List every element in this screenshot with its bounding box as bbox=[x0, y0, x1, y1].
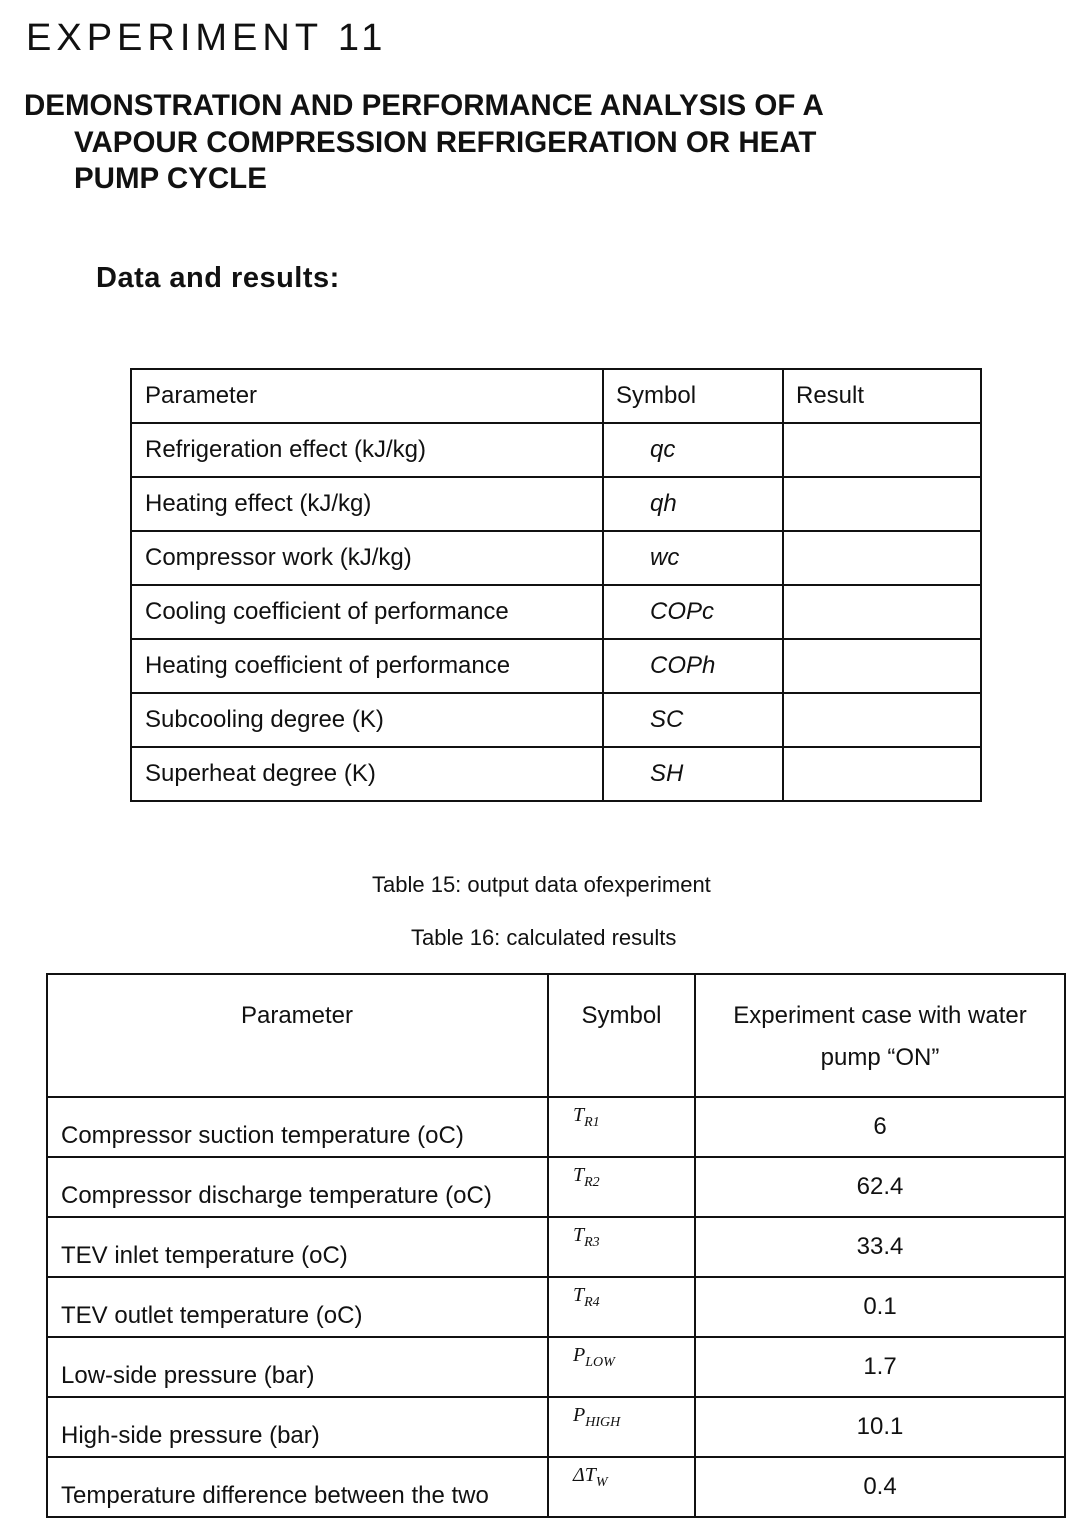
row-symbol: qh bbox=[603, 477, 783, 531]
row-value: 33.4 bbox=[695, 1217, 1065, 1277]
table-row bbox=[47, 1277, 1065, 1337]
header-experiment-case-line-2: pump “ON” bbox=[820, 1044, 940, 1071]
table-header-row bbox=[47, 974, 1065, 1097]
table-row bbox=[131, 477, 981, 531]
row-parameter: Compressor suction temperature (oC) bbox=[47, 1097, 548, 1157]
row-symbol: SH bbox=[603, 747, 783, 801]
row-value: 0.1 bbox=[695, 1277, 1065, 1337]
row-parameter: Heating coefficient of performance bbox=[131, 639, 603, 693]
table-row bbox=[47, 1337, 1065, 1397]
row-symbol bbox=[548, 1277, 695, 1337]
row-symbol: wc bbox=[603, 531, 783, 585]
symbol-subscript: R1 bbox=[584, 1115, 600, 1130]
table-row bbox=[47, 1457, 1065, 1517]
symbol-subscript: HIGH bbox=[585, 1415, 621, 1430]
header-parameter: Parameter bbox=[131, 369, 603, 423]
section-heading: Data and results: bbox=[96, 262, 340, 294]
table-row bbox=[131, 423, 981, 477]
title-line-1: DEMONSTRATION AND PERFORMANCE ANALYSIS OF A bbox=[24, 89, 824, 122]
row-symbol: COPc bbox=[603, 585, 783, 639]
table-row bbox=[131, 531, 981, 585]
row-result[interactable] bbox=[783, 747, 981, 801]
row-parameter: Superheat degree (K) bbox=[131, 747, 603, 801]
symbol-main: P bbox=[573, 1404, 586, 1426]
symbol-subscript: W bbox=[595, 1475, 608, 1490]
header-experiment-case-line-1: Experiment case with water bbox=[733, 1002, 1027, 1029]
row-result[interactable] bbox=[783, 585, 981, 639]
row-symbol bbox=[548, 1097, 695, 1157]
output-data-table bbox=[130, 368, 982, 802]
table-row bbox=[131, 585, 981, 639]
symbol-subscript: R2 bbox=[584, 1175, 600, 1190]
row-parameter: Heating effect (kJ/kg) bbox=[131, 477, 603, 531]
row-value: 6 bbox=[695, 1097, 1065, 1157]
experiment-number: EXPERIMENT 11 bbox=[26, 17, 388, 59]
row-symbol bbox=[548, 1337, 695, 1397]
row-result[interactable] bbox=[783, 639, 981, 693]
row-value: 10.1 bbox=[695, 1397, 1065, 1457]
row-parameter: High-side pressure (bar) bbox=[47, 1397, 548, 1457]
row-result[interactable] bbox=[783, 531, 981, 585]
table-row bbox=[47, 1097, 1065, 1157]
table-row bbox=[131, 747, 981, 801]
symbol-main: ΔT bbox=[573, 1464, 596, 1486]
calculated-results-table bbox=[46, 973, 1066, 1518]
header-experiment-case bbox=[695, 974, 1065, 1097]
row-value: 62.4 bbox=[695, 1157, 1065, 1217]
row-symbol: qc bbox=[603, 423, 783, 477]
symbol-main: P bbox=[573, 1344, 586, 1366]
table-16-caption: Table 16: calculated results bbox=[411, 925, 677, 950]
table-row bbox=[131, 639, 981, 693]
row-parameter: Compressor work (kJ/kg) bbox=[131, 531, 603, 585]
row-symbol bbox=[548, 1457, 695, 1517]
table-row bbox=[47, 1157, 1065, 1217]
row-symbol: COPh bbox=[603, 639, 783, 693]
row-parameter: Temperature difference between the two bbox=[47, 1457, 548, 1517]
row-result[interactable] bbox=[783, 423, 981, 477]
row-parameter: TEV inlet temperature (oC) bbox=[47, 1217, 548, 1277]
table-row bbox=[47, 1217, 1065, 1277]
row-parameter: Refrigeration effect (kJ/kg) bbox=[131, 423, 603, 477]
row-parameter: Compressor discharge temperature (oC) bbox=[47, 1157, 548, 1217]
title-line-3: PUMP CYCLE bbox=[74, 162, 267, 195]
table-header-row bbox=[131, 369, 981, 423]
symbol-main: T bbox=[573, 1284, 585, 1306]
title-line-2: VAPOUR COMPRESSION REFRIGERATION OR HEAT bbox=[74, 125, 817, 159]
row-parameter: Low-side pressure (bar) bbox=[47, 1337, 548, 1397]
table-15-caption: Table 15: output data ofexperiment bbox=[372, 872, 711, 897]
row-result[interactable] bbox=[783, 477, 981, 531]
row-result[interactable] bbox=[783, 693, 981, 747]
symbol-main: T bbox=[573, 1104, 585, 1126]
row-value: 0.4 bbox=[695, 1457, 1065, 1517]
page-title bbox=[24, 88, 924, 198]
symbol-subscript: LOW bbox=[585, 1355, 615, 1370]
header-symbol: Symbol bbox=[548, 974, 695, 1097]
row-parameter: TEV outlet temperature (oC) bbox=[47, 1277, 548, 1337]
row-symbol bbox=[548, 1217, 695, 1277]
symbol-main: T bbox=[573, 1224, 585, 1246]
symbol-subscript: R4 bbox=[584, 1295, 600, 1310]
row-symbol bbox=[548, 1397, 695, 1457]
symbol-subscript: R3 bbox=[584, 1235, 600, 1250]
header-parameter: Parameter bbox=[47, 974, 548, 1097]
row-value: 1.7 bbox=[695, 1337, 1065, 1397]
header-result: Result bbox=[783, 369, 981, 423]
row-symbol bbox=[548, 1157, 695, 1217]
table-row bbox=[47, 1397, 1065, 1457]
symbol-main: T bbox=[573, 1164, 585, 1186]
row-symbol: SC bbox=[603, 693, 783, 747]
table-row bbox=[131, 693, 981, 747]
row-parameter: Cooling coefficient of performance bbox=[131, 585, 603, 639]
header-symbol: Symbol bbox=[603, 369, 783, 423]
row-parameter: Subcooling degree (K) bbox=[131, 693, 603, 747]
